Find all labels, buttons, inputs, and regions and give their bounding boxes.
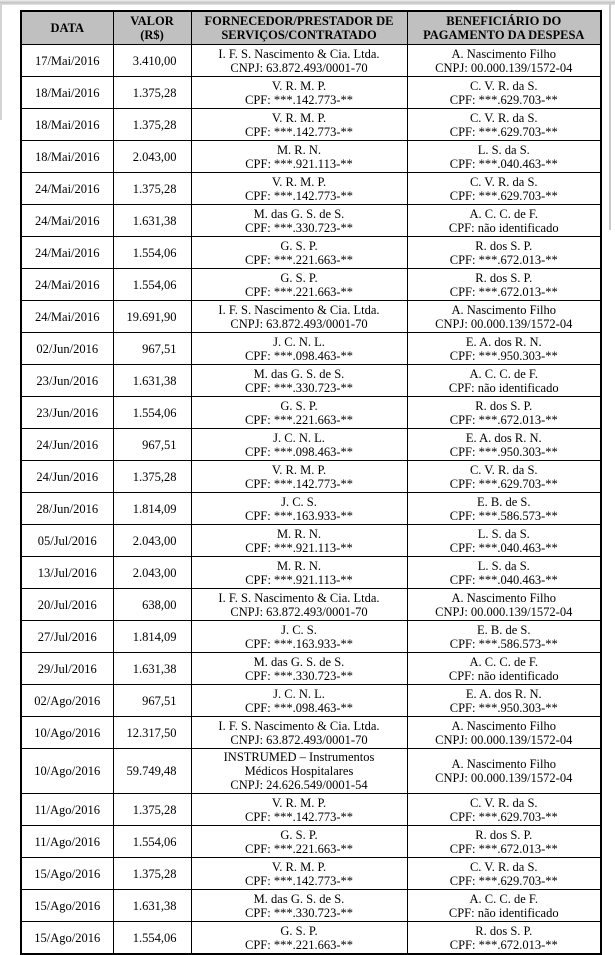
beneficiary-line: CNPJ: 00.000.139/1572-04 (435, 604, 573, 619)
beneficiary-line: L. S. da S. (477, 558, 530, 573)
table-row (21, 365, 601, 397)
cell-supplier (191, 589, 407, 621)
beneficiary-line: CPF: ***.586.573-** (449, 636, 558, 651)
beneficiary-line: CNPJ: 00.000.139/1572-04 (435, 60, 573, 75)
cell-supplier (191, 333, 407, 365)
beneficiary-line: A. C. C. de F. (469, 366, 538, 381)
header-line: FORNECEDOR/PRESTADOR DE (204, 14, 394, 28)
table-row (21, 461, 601, 493)
cell-supplier (191, 397, 407, 429)
supplier-line: CPF: ***.142.773-** (244, 124, 353, 139)
beneficiary-line: E. B. de S. (477, 622, 531, 637)
cell-supplier (191, 826, 407, 858)
table-row (21, 205, 601, 237)
cell-supplier (191, 794, 407, 826)
supplier-line: I. F. S. Nascimento & Cia. Ltda. (218, 590, 380, 605)
cell-beneficiary (407, 493, 601, 525)
cell-beneficiary (407, 141, 601, 173)
beneficiary-line: C. V. R. da S. (469, 78, 538, 93)
supplier-line: M. das G. S. de S. (253, 891, 345, 906)
table-row (21, 621, 601, 653)
supplier-line: CPF: ***.221.663-** (244, 252, 353, 267)
beneficiary-line: E. A. dos R. N. (465, 686, 542, 701)
beneficiary-line: A. Nascimento Filho (451, 302, 556, 317)
beneficiary-line: L. S. da S. (477, 526, 530, 541)
cell-supplier (191, 858, 407, 890)
table-row (21, 525, 601, 557)
cell-beneficiary (407, 557, 601, 589)
beneficiary-line: E. B. de S. (477, 494, 531, 509)
cell-date: 11/Ago/2016 (21, 826, 113, 858)
cell-value: 1.375,28 (113, 173, 191, 205)
supplier-line: CPF: ***.142.773-** (244, 92, 353, 107)
supplier-line: I. F. S. Nascimento & Cia. Ltda. (218, 302, 380, 317)
beneficiary-line: CPF: não identificado (448, 668, 559, 683)
window-top-edge (0, 0, 615, 5)
beneficiary-line: C. V. R. da S. (469, 174, 538, 189)
header-line: PAGAMENTO DA DESPESA (423, 28, 585, 42)
beneficiary-line: E. A. dos R. N. (465, 430, 542, 445)
cell-value: 2.043,00 (113, 557, 191, 589)
cell-value: 1.554,06 (113, 237, 191, 269)
beneficiary-line: CPF: não identificado (448, 220, 559, 235)
supplier-line: CPF: ***.921.113-** (245, 156, 353, 171)
cell-value: 1.554,06 (113, 397, 191, 429)
cell-supplier (191, 237, 407, 269)
cell-date: 13/Jul/2016 (21, 557, 113, 589)
beneficiary-line: CPF: ***.672.013-** (449, 937, 558, 952)
supplier-line: CPF: ***.921.113-** (245, 540, 353, 555)
cell-supplier (191, 173, 407, 205)
cell-date: 02/Ago/2016 (21, 685, 113, 717)
supplier-line: J. C. N. L. (273, 430, 325, 445)
beneficiary-line: CPF: ***.672.013-** (449, 284, 558, 299)
cell-beneficiary (407, 269, 601, 301)
payments-table (20, 10, 602, 955)
table-row (21, 685, 601, 717)
cell-value: 1.375,28 (113, 794, 191, 826)
cell-date: 24/Mai/2016 (21, 237, 113, 269)
cell-date: 18/Mai/2016 (21, 77, 113, 109)
supplier-line: V. R. M. P. (271, 795, 327, 810)
beneficiary-line: R. dos S. P. (475, 923, 533, 938)
cell-date: 27/Jul/2016 (21, 621, 113, 653)
table-row (21, 922, 601, 955)
cell-value: 1.375,28 (113, 858, 191, 890)
beneficiary-line: A. Nascimento Filho (451, 46, 556, 61)
cell-supplier (191, 77, 407, 109)
table-row (21, 557, 601, 589)
beneficiary-line: CPF: ***.040.463-** (449, 572, 558, 587)
cell-beneficiary (407, 525, 601, 557)
supplier-line: CPF: ***.163.933-** (244, 636, 353, 651)
supplier-line: V. R. M. P. (271, 859, 327, 874)
cell-beneficiary (407, 333, 601, 365)
supplier-line: V. R. M. P. (271, 78, 327, 93)
beneficiary-line: CPF: ***.672.013-** (449, 252, 558, 267)
cell-date: 29/Jul/2016 (21, 653, 113, 685)
supplier-line: CPF: ***.330.723-** (244, 668, 353, 683)
cell-beneficiary (407, 653, 601, 685)
supplier-line: CPF: ***.142.773-** (244, 188, 353, 203)
beneficiary-line: C. V. R. da S. (469, 462, 538, 477)
cell-date: 18/Mai/2016 (21, 109, 113, 141)
cell-supplier (191, 45, 407, 77)
cell-beneficiary (407, 621, 601, 653)
supplier-line: G. S. P. (280, 923, 318, 938)
cell-supplier (191, 922, 407, 955)
beneficiary-line: CPF: ***.950.303-** (449, 444, 558, 459)
beneficiary-line: A. C. C. de F. (469, 206, 538, 221)
table-row (21, 301, 601, 333)
supplier-line: G. S. P. (280, 270, 318, 285)
cell-value: 967,51 (113, 333, 191, 365)
cell-value: 1.554,06 (113, 826, 191, 858)
cell-value: 1.631,38 (113, 365, 191, 397)
supplier-line: M. R. N. (276, 142, 322, 157)
cell-supplier (191, 557, 407, 589)
cell-value: 19.691,90 (113, 301, 191, 333)
supplier-line: CPF: ***.921.113-** (245, 572, 353, 587)
cell-value: 1.375,28 (113, 77, 191, 109)
cell-value: 2.043,00 (113, 141, 191, 173)
table-row (21, 653, 601, 685)
supplier-line: CPF: ***.163.933-** (244, 508, 353, 523)
cell-beneficiary (407, 77, 601, 109)
cell-beneficiary (407, 461, 601, 493)
table-row (21, 141, 601, 173)
cell-supplier (191, 269, 407, 301)
cell-supplier (191, 621, 407, 653)
beneficiary-line: A. Nascimento Filho (451, 757, 556, 771)
supplier-line: I. F. S. Nascimento & Cia. Ltda. (218, 46, 380, 61)
cell-beneficiary (407, 429, 601, 461)
cell-beneficiary (407, 890, 601, 922)
supplier-line: M. R. N. (276, 526, 322, 541)
cell-value: 1.375,28 (113, 461, 191, 493)
header-line: VALOR (130, 14, 174, 28)
supplier-line: CPF: ***.142.773-** (244, 476, 353, 491)
header-line: DATA (50, 21, 85, 35)
beneficiary-line: CPF: ***.672.013-** (449, 841, 558, 856)
supplier-line: CPF: ***.330.723-** (244, 220, 353, 235)
cell-value: 2.043,00 (113, 525, 191, 557)
supplier-line: INSTRUMED – Instrumentos (223, 750, 375, 764)
cell-supplier (191, 141, 407, 173)
cell-value: 638,00 (113, 589, 191, 621)
beneficiary-line: A. Nascimento Filho (451, 718, 556, 733)
table-row (21, 826, 601, 858)
cell-date: 20/Jul/2016 (21, 589, 113, 621)
beneficiary-line: E. A. dos R. N. (465, 334, 542, 349)
cell-date: 28/Jun/2016 (21, 493, 113, 525)
cell-date: 24/Mai/2016 (21, 205, 113, 237)
beneficiary-line: R. dos S. P. (475, 398, 533, 413)
supplier-line: CPF: ***.098.463-** (244, 700, 353, 715)
cell-value: 1.554,06 (113, 269, 191, 301)
supplier-line: CPF: ***.221.663-** (244, 284, 353, 299)
cell-beneficiary (407, 237, 601, 269)
table-row (21, 45, 601, 77)
supplier-line: V. R. M. P. (271, 174, 327, 189)
supplier-line: J. C. S. (281, 494, 317, 509)
cell-beneficiary (407, 826, 601, 858)
beneficiary-line: CPF: ***.950.303-** (449, 348, 558, 363)
cell-beneficiary (407, 109, 601, 141)
beneficiary-line: A. Nascimento Filho (451, 590, 556, 605)
cell-supplier (191, 653, 407, 685)
supplier-line: M. das G. S. de S. (253, 366, 345, 381)
supplier-line: CPF: ***.098.463-** (244, 348, 353, 363)
cell-supplier (191, 685, 407, 717)
cell-beneficiary (407, 794, 601, 826)
col-header-fornecedor (191, 11, 407, 45)
supplier-line: CNPJ: 63.872.493/0001-70 (230, 316, 368, 331)
header-line: (R$) (140, 28, 164, 42)
supplier-line: CPF: ***.221.663-** (244, 937, 353, 952)
supplier-line: Médicos Hospitalares (244, 764, 354, 778)
supplier-line: CPF: ***.330.723-** (244, 380, 353, 395)
supplier-line: J. C. S. (281, 622, 317, 637)
cell-date: 10/Ago/2016 (21, 749, 113, 794)
cell-value: 3.410,00 (113, 45, 191, 77)
table-row (21, 77, 601, 109)
supplier-line: CNPJ: 63.872.493/0001-70 (230, 60, 368, 75)
beneficiary-line: CPF: ***.586.573-** (449, 508, 558, 523)
cell-supplier (191, 493, 407, 525)
cell-date: 24/Jun/2016 (21, 429, 113, 461)
cell-supplier (191, 109, 407, 141)
table-row (21, 717, 601, 749)
table-row (21, 890, 601, 922)
cell-beneficiary (407, 858, 601, 890)
table-row (21, 794, 601, 826)
supplier-line: CPF: ***.330.723-** (244, 905, 353, 920)
table-row (21, 237, 601, 269)
supplier-line: CPF: ***.142.773-** (244, 809, 353, 824)
beneficiary-line: CPF: ***.629.703-** (449, 188, 558, 203)
window-right-edge (609, 4, 611, 230)
beneficiary-line: CPF: ***.040.463-** (449, 156, 558, 171)
supplier-line: G. S. P. (280, 238, 318, 253)
cell-supplier (191, 461, 407, 493)
beneficiary-line: CNPJ: 00.000.139/1572-04 (435, 732, 573, 747)
cell-value: 1.631,38 (113, 890, 191, 922)
cell-date: 15/Ago/2016 (21, 890, 113, 922)
cell-date: 05/Jul/2016 (21, 525, 113, 557)
table-row (21, 858, 601, 890)
cell-supplier (191, 365, 407, 397)
cell-date: 18/Mai/2016 (21, 141, 113, 173)
cell-beneficiary (407, 205, 601, 237)
cell-beneficiary (407, 922, 601, 955)
beneficiary-line: R. dos S. P. (475, 238, 533, 253)
cell-supplier (191, 429, 407, 461)
supplier-line: M. das G. S. de S. (253, 654, 345, 669)
beneficiary-line: CPF: ***.629.703-** (449, 92, 558, 107)
cell-value: 59.749,48 (113, 749, 191, 794)
supplier-line: CNPJ: 63.872.493/0001-70 (230, 732, 368, 747)
supplier-line: G. S. P. (280, 827, 318, 842)
cell-value: 1.375,28 (113, 109, 191, 141)
cell-beneficiary (407, 365, 601, 397)
beneficiary-line: CNPJ: 00.000.139/1572-04 (435, 771, 573, 785)
cell-date: 24/Mai/2016 (21, 269, 113, 301)
col-header-data (21, 11, 113, 45)
cell-supplier (191, 205, 407, 237)
cell-date: 10/Ago/2016 (21, 717, 113, 749)
header-line: SERVIÇOS/CONTRATADO (221, 28, 377, 42)
cell-supplier (191, 301, 407, 333)
beneficiary-line: A. C. C. de F. (469, 654, 538, 669)
cell-date: 23/Jun/2016 (21, 365, 113, 397)
cell-value: 12.317,50 (113, 717, 191, 749)
table-row (21, 333, 601, 365)
supplier-line: CPF: ***.221.663-** (244, 412, 353, 427)
cell-date: 15/Ago/2016 (21, 858, 113, 890)
beneficiary-line: R. dos S. P. (475, 827, 533, 842)
beneficiary-line: CPF: ***.629.703-** (449, 476, 558, 491)
beneficiary-line: CPF: ***.629.703-** (449, 809, 558, 824)
beneficiary-line: CNPJ: 00.000.139/1572-04 (435, 316, 573, 331)
cell-beneficiary (407, 301, 601, 333)
supplier-line: I. F. S. Nascimento & Cia. Ltda. (218, 718, 380, 733)
cell-date: 15/Ago/2016 (21, 922, 113, 955)
cell-value: 967,51 (113, 685, 191, 717)
cell-date: 24/Mai/2016 (21, 173, 113, 205)
col-header-valor (113, 11, 191, 45)
cell-supplier (191, 890, 407, 922)
beneficiary-line: C. V. R. da S. (469, 859, 538, 874)
cell-date: 11/Ago/2016 (21, 794, 113, 826)
beneficiary-line: C. V. R. da S. (469, 795, 538, 810)
table-row (21, 749, 601, 794)
cell-beneficiary (407, 45, 601, 77)
header-row (21, 11, 601, 45)
supplier-line: M. das G. S. de S. (253, 206, 345, 221)
cell-beneficiary (407, 397, 601, 429)
table-row (21, 589, 601, 621)
supplier-line: CPF: ***.142.773-** (244, 873, 353, 888)
cell-beneficiary (407, 749, 601, 794)
table-row (21, 109, 601, 141)
table-row (21, 397, 601, 429)
beneficiary-line: C. V. R. da S. (469, 110, 538, 125)
beneficiary-line: A. C. C. de F. (469, 891, 538, 906)
table-row (21, 269, 601, 301)
supplier-line: G. S. P. (280, 398, 318, 413)
beneficiary-line: CPF: ***.040.463-** (449, 540, 558, 555)
window-left-edge (0, 4, 2, 120)
beneficiary-line: CPF: ***.672.013-** (449, 412, 558, 427)
supplier-line: J. C. N. L. (273, 334, 325, 349)
supplier-line: V. R. M. P. (271, 462, 327, 477)
cell-beneficiary (407, 589, 601, 621)
table-row (21, 173, 601, 205)
cell-date: 23/Jun/2016 (21, 397, 113, 429)
table-row (21, 429, 601, 461)
cell-date: 02/Jun/2016 (21, 333, 113, 365)
supplier-line: V. R. M. P. (271, 110, 327, 125)
cell-date: 24/Jun/2016 (21, 461, 113, 493)
cell-date: 17/Mai/2016 (21, 45, 113, 77)
col-header-beneficiario (407, 11, 601, 45)
beneficiary-line: CPF: ***.950.303-** (449, 700, 558, 715)
cell-value: 1.554,06 (113, 922, 191, 955)
cell-value: 967,51 (113, 429, 191, 461)
cell-supplier (191, 717, 407, 749)
beneficiary-line: CPF: não identificado (448, 905, 559, 920)
beneficiary-line: R. dos S. P. (475, 270, 533, 285)
supplier-line: CNPJ: 63.872.493/0001-70 (230, 604, 368, 619)
beneficiary-line: CPF: ***.629.703-** (449, 873, 558, 888)
cell-value: 1.631,38 (113, 205, 191, 237)
cell-supplier (191, 749, 407, 794)
table-row (21, 493, 601, 525)
supplier-line: CNPJ: 24.626.549/0001-54 (230, 778, 368, 792)
supplier-line: M. R. N. (276, 558, 322, 573)
cell-value: 1.814,09 (113, 493, 191, 525)
supplier-line: CPF: ***.221.663-** (244, 841, 353, 856)
table-body (21, 45, 601, 955)
supplier-line: CPF: ***.098.463-** (244, 444, 353, 459)
cell-beneficiary (407, 717, 601, 749)
cell-value: 1.814,09 (113, 621, 191, 653)
cell-beneficiary (407, 173, 601, 205)
supplier-line: J. C. N. L. (273, 686, 325, 701)
cell-value: 1.631,38 (113, 653, 191, 685)
header-line: BENEFICIÁRIO DO (446, 14, 562, 28)
beneficiary-line: L. S. da S. (477, 142, 530, 157)
beneficiary-line: CPF: ***.629.703-** (449, 124, 558, 139)
cell-beneficiary (407, 685, 601, 717)
beneficiary-line: CPF: não identificado (448, 380, 559, 395)
cell-date: 24/Mai/2016 (21, 301, 113, 333)
cell-supplier (191, 525, 407, 557)
